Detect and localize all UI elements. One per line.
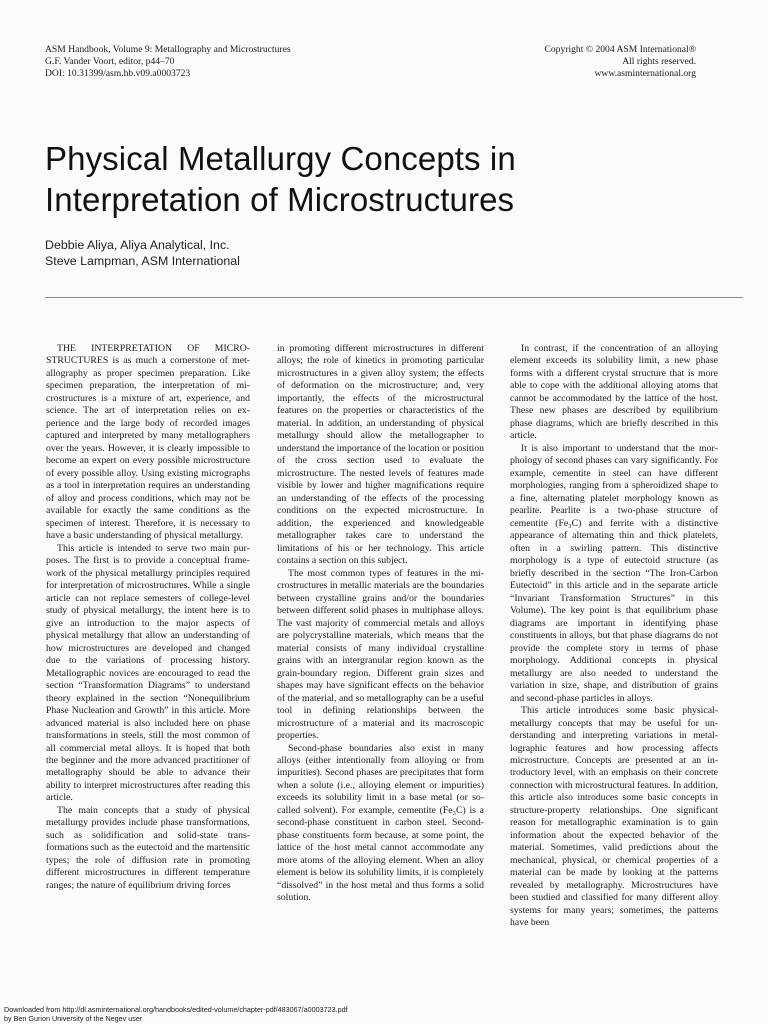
author-1: Debbie Aliya, Aliya Analytical, Inc. <box>45 238 230 252</box>
paragraph: This article introduces some basic physical-metallurgy concepts that may be useful for understanding and interpreting variations in metallographic features and how processing affects microstructure. Concepts are presented at an introductory level, with an emphasis on their concrete connection with microstructural features. In addition, this article also introduces some basic concepts in structure-property relationships. One significant reason for metallographic examination is to gain information about the expected behavior of the material. Sometimes, valid predictions about the mechanical, physical, or chemical properties of a material can be made by looking at the patterns revealed by metallography. Microstructures have been studied and classified for many different alloy systems for many years; sometimes, the patterns have been <box>510 705 718 929</box>
author-2: Steve Lampman, ASM International <box>45 254 240 268</box>
article-title <box>45 138 735 220</box>
running-header-left <box>45 44 425 80</box>
body-column-1 <box>46 343 250 991</box>
running-header-right <box>396 44 696 80</box>
header-website-link[interactable]: www.asminternational.org <box>594 68 696 79</box>
header-editor-line: G.F. Vander Voort, editor, p44–70 <box>45 56 175 67</box>
header-volume-line: ASM Handbook, Volume 9: Metallography and Microstructures <box>45 44 291 55</box>
download-source-link[interactable]: Downloaded from http://dl.asminternational.org/handbooks/edited-volume/chapter-pdf/483067/a0003723.pdf <box>4 1005 348 1014</box>
paragraph: This article is intended to serve two main purposes. The first is to provide a conceptual framework of the physical metallurgy principles required for interpretation of microstructures. While a single article can not replace semesters of college-level study of physical metallurgy, the intent here is to give an introduction to the major aspects of physical metallurgy that allow an understanding of how microstructures are developed and changed due to the variations of processing history. Metallographic novices are encouraged to read the section “Transformation Diagrams” to understand theory explained in the section “Nonequilibrium Phase Nucleation and Growth” in this article. More advanced material is also included here on phase transformations in steels, still the most common of all commercial metal alloys. It is hoped that both the beginner and the more advanced practitioner of metallography should be able to advance their ability to interpret microstructures after reading this article. <box>46 542 250 804</box>
paragraph: Second-phase boundaries also exist in many alloys (either intentionally from alloying or from impurities). Second phases are precipitates that form when a solute (i.e., alloying element or impurities) exceeds its solubility limit in a base metal (or so-called solvent). For example, cementite (Fe₃C) is a second-phase constituent in carbon steel. Second-phase constituents form because, at some point, the lattice of the host metal cannot accommodate any more atoms of the alloying element. When an alloy element is below its solubility limits, it is completely “dissolved” in the host metal and thus forms a solid solution. <box>277 742 484 904</box>
article-title-line-2: Interpretation of Microstructures <box>45 181 515 218</box>
paragraph: In contrast, if the concentration of an alloying element exceeds its solubility limit, a new phase forms with a different crystal structure that is more able to cope with the additional alloying atoms that cannot be accommodated by the lattice of the host. These new phases are described by equilibrium phase diagrams, which are briefly described in this article. <box>510 343 718 442</box>
paragraph: The main concepts that a study of physical metallurgy provides include phase transformations, such as solidification and solid-state transformations such as the eutectoid and the martensitic types; the role of diffusion rate in promoting different microstructures in different temperature ranges; the nature of equilibrium driving forces <box>46 804 250 891</box>
title-divider <box>45 297 743 298</box>
download-user-line: by Ben Gurion University of the Negev user <box>4 1014 143 1023</box>
author-list <box>45 237 645 269</box>
paragraph: The most common types of features in the microstructures in metallic materials are the boundaries between crystalline grains and/or the boundaries between different solid phases in multiphase alloys. The vast majority of commercial metals and alloys are polycrystalline materials, which means that the material consists of many individual crystalline grains with an intergranular region known as the grain-boundary region. Different grain sizes and shapes may have significant effects on the behavior of the material, and so metallography can be a useful tool in defining relationships between the microstructure of a material and its macroscopic properties. <box>277 567 484 742</box>
paragraph-continued: in promoting different microstructures in different alloys; the role of kinetics in promoting particular microstructures in a given alloy system; the effects of deformation on the microstructure; and, very importantly, the effects of the microstructural features on the properties or characteristics of the material. In addition, an understanding of physical metallurgy should allow the metallographer to understand the importance of the location or position of the cross section used to evaluate the microstructure. The nested levels of features made visible by lower and higher magnifications require an understanding of the effects of the processing conditions on the expected microstructure. In addition, the experienced and knowledgeable metallographer takes care to understand the limitations of his or her technology. This article contains a section on this subject. <box>277 343 484 567</box>
article-title-line-1: Physical Metallurgy Concepts in <box>45 140 516 177</box>
header-rights-line: All rights reserved. <box>622 56 696 67</box>
body-column-3 <box>510 343 718 991</box>
header-copyright-line: Copyright © 2004 ASM International® <box>544 44 696 55</box>
paragraph: THE INTERPRETATION OF MICROSTRUCTURES is as much a cornerstone of metallography as proper specimen preparation. Like specimen preparation, the interpretation of microstructures is a mixture of art, experience, and science. The art of interpretation relies on experience and the large body of recorded images captured and interpreted by many metallographers over the years. However, it is clearly impossible to become an expert on every possible microstructure of every possible alloy. Using existing micrographs as a tool in interpretation requires an understanding of alloy and process conditions, which may not be available for exactly the same conditions as the specimen of interest. Therefore, it is necessary to have a basic understanding of physical metallurgy. <box>46 343 250 542</box>
header-doi-line: DOI: 10.31399/asm.hb.v09.a0003723 <box>45 68 191 79</box>
download-footer <box>4 1005 704 1023</box>
body-column-2 <box>277 343 484 991</box>
paragraph: It is also important to understand that the morphology of second phases can vary significantly. For example, cementite in steel can have different morphologies, ranging from a spheroidized shape to a fine, alternating platelet morphology known as pearlite. Pearlite is a two-phase structure of cementite (Fe₃C) and ferrite with a distinctive appearance of alternating thin and thick platelets, often in a swirling pattern. This distinctive morphology is a type of eutectoid structure (as briefly described in the section “The Iron-Carbon Eutectoid” in this article and in the separate article “Invariant Transformation Structures” in this Volume). The key point is that equilibrium phase diagrams are important in identifying phase constituents in alloys, but that phase diagrams do not provide the complete story in terms of phase morphology. Additional concepts in physical metallurgy are also needed to understand the variation in size, shape, and distribution of grains and second-phase particles in alloys. <box>510 442 718 704</box>
